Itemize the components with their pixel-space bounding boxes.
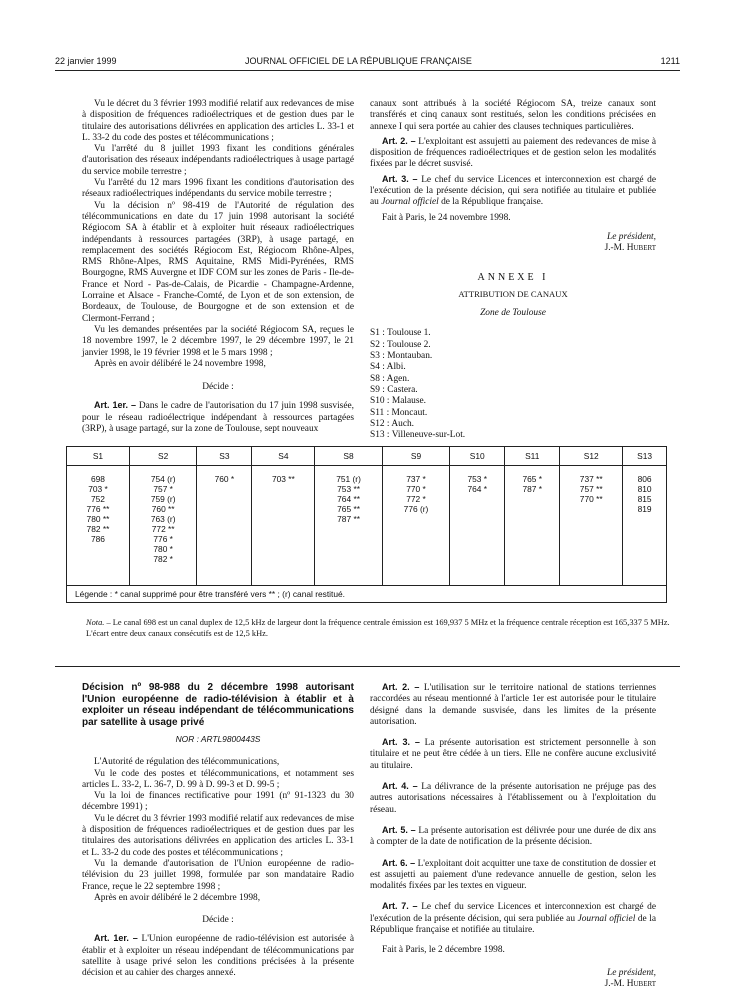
channel-table <box>66 446 667 603</box>
article-label: Art. 7. – <box>382 901 418 912</box>
column-header: S13 <box>623 447 667 466</box>
channel-value: 764 * <box>467 484 488 494</box>
article-text: de la République française. <box>441 197 544 208</box>
paragraph: Vu la décision nº 98-419 de l'Autorité de régulation des télécommunications en date du 17 juin 1998 autorisant la société Régiocom SA à établir et à exploiter huit réseaux radioélectriques indépendants à ressources partagées (3RP), à usage partagé, en remplacement des sociétés Régiocom Est, Régiocom Rhône-Alpes, RMS Rhône-Alpes, RMS Aquitaine, RMS Midi-Pyrénées, RMS Bourgogne, RMS Auvergne et IDF COM sur les zones de Paris - Ile-de-France et Nord - Pas-de-Calais, de Picardie - Champagne-Ardenne, Lorraine et Alsace - Franche-Comté, de Lyon et de son extension, de Bordeaux, de Toulouse, de Bourgogne et de son extension et de Clermont-Ferrand ; <box>82 200 354 324</box>
page-header <box>55 56 680 70</box>
decide-heading: Décide : <box>202 915 234 926</box>
article-1 <box>82 933 354 979</box>
channel-cell <box>67 466 130 586</box>
article-text: de la République française et notifiée au titulaire. <box>370 913 657 936</box>
list-item: S12 : Auch. <box>370 418 415 429</box>
channel-cell <box>382 466 449 586</box>
article-label: Art. 2. – <box>382 682 420 692</box>
header-rule <box>55 70 680 71</box>
nor-text: NOR : ARTL9800443S <box>175 734 261 744</box>
header-journal: JOURNAL OFFICIEL DE LA RÉPUBLIQUE FRANÇAISE <box>245 56 472 66</box>
article-label: Art. 3. – <box>382 737 420 748</box>
channel-value: 754 (r) <box>150 474 176 484</box>
channel-value: 770 * <box>406 484 426 494</box>
channel-value: 760 * <box>214 474 235 484</box>
list-item: S11 : Moncaut. <box>370 407 428 418</box>
column-header: S2 <box>129 447 196 466</box>
channel-value: 770 ** <box>579 494 603 504</box>
channel-value: 782 ** <box>86 524 110 534</box>
section-divider <box>55 666 680 667</box>
channel-cell <box>197 466 252 586</box>
channel-value: 780 * <box>153 544 173 554</box>
channel-value: 819 <box>637 504 652 514</box>
decide-heading: Décide : <box>202 382 234 393</box>
column-header: S8 <box>315 447 382 466</box>
zone-title-text: Zone de Toulouse <box>480 308 546 319</box>
article-text: L'exploitant doit acquitter une taxe de constitution de dossier et est assujetti au paiement d'une redevance annuelle de gestion, selon les modalités fixées par les textes en vigueur. <box>370 858 657 892</box>
channel-value: 776 * <box>153 534 173 544</box>
channel-value: 765 * <box>522 474 543 484</box>
channel-value: 703 * <box>88 484 108 494</box>
article-label: Art. 6. – <box>382 857 416 868</box>
list-item: S4 : Albi. <box>370 362 406 373</box>
journal-officiel-ref: Journal officiel <box>381 197 439 208</box>
signature-name: J.-M. Hubert <box>604 243 656 254</box>
article-2 <box>370 136 656 171</box>
channel-cell <box>623 466 667 586</box>
column-header: S11 <box>505 447 560 466</box>
channel-value: 737 ** <box>579 474 603 484</box>
channel-value: 772 * <box>406 494 426 504</box>
list-item: S9 : Castera. <box>370 384 418 395</box>
channel-value: 815 <box>637 494 652 504</box>
channel-value: 698 <box>90 474 105 484</box>
article-7 <box>370 901 656 936</box>
paragraph-continued: canaux sont attribués à la société Régiocom SA, treize canaux sont transférés et cinq canaux sont restitués, selon les conditions précisées en annexe I qui sera portée au cahier des clauses techniques particulières. <box>370 99 656 132</box>
article-3 <box>370 174 656 209</box>
channel-cell <box>315 466 382 586</box>
paragraph: Vu l'arrêté du 12 mars 1996 fixant les conditions d'autorisation des réseaux radioélectriques indépendants du service mobile terrestre ; <box>82 178 354 200</box>
column-header: S12 <box>560 447 623 466</box>
nota-body: – Le canal 698 est un canal duplex de 12,5 kHz de largeur dont la fréquence centrale émission est 169,937 5 MHz et la fréquence centrale réception est 165,337 5 MHz. <box>106 618 670 627</box>
article-text: La présente autorisation est strictement personnelle à son titulaire et ne peut être cédée à un tiers. Elle ne confère aucune exclusivité au titulaire. <box>370 738 656 771</box>
article-label: Art. 2. – <box>382 135 416 146</box>
site-list <box>370 328 656 441</box>
paragraph: Vu la loi de finances rectificative pour 1991 (nº 91-1323 du 30 décembre 1991) ; <box>82 791 354 813</box>
paragraph: Après en avoir délibéré le 2 décembre 1998, <box>94 892 261 903</box>
channel-value: 737 * <box>406 474 426 484</box>
decision1-left-column <box>82 99 354 435</box>
article-4 <box>370 781 656 816</box>
annexe-subtitle: ATTRIBUTION DE CANAUX <box>458 288 568 299</box>
article-label: Art. 5. – <box>382 824 416 835</box>
nota-line2: L'écart entre deux canaux consécutifs est de 12,5 kHz. <box>86 628 268 638</box>
paragraph: Vu les demandes présentées par la société Régiocom SA, reçues le 18 novembre 1997, le 2 décembre 1997, le 29 décembre 1997, le 21 janvier 1998, le 19 février 1998 et le 5 mars 1998 ; <box>82 324 354 358</box>
signature-name: J.-M. Hubert <box>604 978 656 989</box>
paragraph: L'Autorité de régulation des télécommunications, <box>94 757 280 768</box>
list-item: S3 : Montauban. <box>370 351 433 362</box>
article-6 <box>370 858 656 893</box>
nota-label: Nota. <box>86 618 105 627</box>
journal-officiel-ref: Journal officiel <box>577 913 636 924</box>
channel-value: 757 ** <box>579 484 603 494</box>
channel-value: 763 (r) <box>150 514 176 524</box>
channel-value: 772 ** <box>151 524 175 534</box>
header-page-number: 1211 <box>660 56 680 66</box>
annexe-title: ANNEXE I <box>477 271 549 283</box>
channel-value: 780 ** <box>86 514 110 524</box>
paragraph: Vu le décret du 3 février 1993 modifié relatif aux redevances de mise à disposition de fréquences radioélectriques et de gestion dues par les titulaires des autorisations délivrées en application des articles L. 33-1 et L. 33-2 du code des postes et télécommunications ; <box>82 813 354 858</box>
article-text: Le chef du service Licences et interconnexion est chargé de l'exécution de la présente décision, qui sera publiée au <box>370 902 657 924</box>
list-item: S13 : Villeneuve-sur-Lot. <box>370 430 466 441</box>
decision2-right-column <box>370 682 656 990</box>
article-label: Art. 4. – <box>382 781 418 792</box>
channel-value: 757 * <box>153 484 173 494</box>
channel-cell <box>252 466 315 586</box>
article-label: Art. 1er. – <box>94 933 138 944</box>
article-text: L'utilisation sur le territoire national de stations terriennes raccordées au réseau mentionné à l'article 1er est autorisée pour le titulaire désigné dans la demande susvisée, dans les limites de la présente autorisation. <box>370 683 657 727</box>
channel-cell <box>450 466 505 586</box>
channel-value: 751 (r) <box>336 474 361 484</box>
channel-value: 703 ** <box>271 474 295 484</box>
paragraph: Vu le décret du 3 février 1993 modifié relatif aux redevances de mise à disposition de fréquences radioélectriques et de gestion dues par le titulaire des autorisations délivrées en application des articles L. 33-1 et L. 33-2 du code des postes et télécommunications ; <box>82 99 354 143</box>
channel-value: 776 ** <box>86 504 110 514</box>
nota-text <box>86 618 686 629</box>
nota-block <box>86 618 686 639</box>
table-legend-row <box>67 586 667 603</box>
list-item: S8 : Agen. <box>370 373 410 384</box>
article-text: L'exploitant est assujetti au paiement des redevances de mise à disposition de fréquences radioélectriques et de gestion selon les modalités fixées par le décret susvisé. <box>370 136 657 170</box>
paragraph: Vu le code des postes et télécommunications, et notamment ses articles L. 33-2, L. 36-7, D. 99 à D. 99-3 et D. 99-5 ; <box>82 768 354 790</box>
article-3 <box>370 737 656 772</box>
table-header-row <box>67 447 667 466</box>
channel-cell <box>505 466 560 586</box>
channel-value: 787 * <box>522 484 543 494</box>
column-header: S1 <box>67 447 130 466</box>
channel-value: 786 <box>90 534 105 544</box>
channel-value: 782 * <box>153 554 173 564</box>
channel-value: 810 <box>637 484 652 494</box>
paragraph: Vu la demande d'autorisation de l'Union européenne de radio-télévision du 23 juillet 1998, formulée par son mandataire Radio France, reçue le 22 septembre 1998 ; <box>82 858 354 892</box>
article-text: La présente autorisation est délivrée pour une durée de dix ans à compter de la date de notification de la présente décision. <box>370 825 657 848</box>
channel-cell <box>129 466 196 586</box>
article-2 <box>370 682 656 728</box>
signature-title <box>370 968 656 979</box>
paragraph: Après en avoir délibéré le 24 novembre 1998, <box>94 358 266 369</box>
paragraph: Vu l'arrêté du 8 juillet 1993 fixant les conditions générales d'autorisation des réseaux indépendants radioélectriques à usage partagé du service mobile terrestre ; <box>82 144 354 177</box>
channel-value: 765 ** <box>337 504 360 514</box>
column-header: S9 <box>382 447 449 466</box>
zone-title <box>370 308 656 319</box>
article-5 <box>370 825 656 849</box>
channel-value: 759 (r) <box>150 494 176 504</box>
nor-reference <box>82 734 354 745</box>
article-label: Art. 1er. – <box>94 400 137 411</box>
channel-value: 753 * <box>467 474 488 484</box>
decision1-right-column <box>370 99 656 441</box>
channel-value: 806 <box>637 474 652 484</box>
article-text: L'Union européenne de radio-télévision est autorisée à établir et à exploiter un réseau indépendant de télécommunications par satellite à usage privé selon les conditions précisées à la présente décision et au cahier des charges annexé. <box>82 934 355 979</box>
list-item: S2 : Toulouse 2. <box>370 339 431 350</box>
list-item: S1 : Toulouse 1. <box>370 328 431 339</box>
fait-a-paris: Fait à Paris, le 2 décembre 1998. <box>382 945 505 956</box>
decision-heading: Décision nº 98-988 du 2 décembre 1998 autorisant l'Union européenne de radio-télévision à établir et à exploiter un réseau indépendant de télécommunications par satellite à usage privé <box>82 682 354 728</box>
column-header: S3 <box>197 447 252 466</box>
decision2-left-column <box>82 682 354 980</box>
channel-value: 752 <box>90 494 105 504</box>
signature-title <box>370 232 656 243</box>
list-item: S10 : Malause. <box>370 396 426 407</box>
column-header: S10 <box>450 447 505 466</box>
fait-a-paris: Fait à Paris, le 24 novembre 1998. <box>382 212 511 223</box>
signature-title-text: Le président, <box>607 231 656 242</box>
table-legend: Légende : * canal supprimé pour être transféré vers ** ; (r) canal restitué. <box>67 586 667 603</box>
channel-value: 764 ** <box>337 494 360 504</box>
signature-title-text: Le président, <box>607 967 656 978</box>
header-date: 22 janvier 1999 <box>55 56 117 66</box>
table-row <box>67 466 667 586</box>
article-text: La délivrance de la présente autorisation ne préjuge pas des autres autorisations nécessaires à l'établissement ou à l'exploitation du réseau. <box>370 782 656 815</box>
column-header: S4 <box>252 447 315 466</box>
article-text: Le chef du service Licences et interconnexion est chargé de l'exécution de la présente décision, qui sera notifiée au titulaire et publiée au <box>370 174 657 208</box>
channel-value: 753 ** <box>337 484 360 494</box>
channel-value: 787 ** <box>337 514 360 524</box>
channel-value: 776 (r) <box>403 504 429 514</box>
article-label: Art. 3. – <box>382 173 418 184</box>
channel-value: 760 ** <box>151 504 175 514</box>
channel-cell <box>560 466 623 586</box>
article-text: Dans le cadre de l'autorisation du 17 juin 1998 susvisée, pour le réseau radioélectrique indépendant à ressources partagées (3RP), à usage partagé, sur la zone de Toulouse, sept nouveaux <box>82 401 354 435</box>
article-1 <box>82 400 354 435</box>
